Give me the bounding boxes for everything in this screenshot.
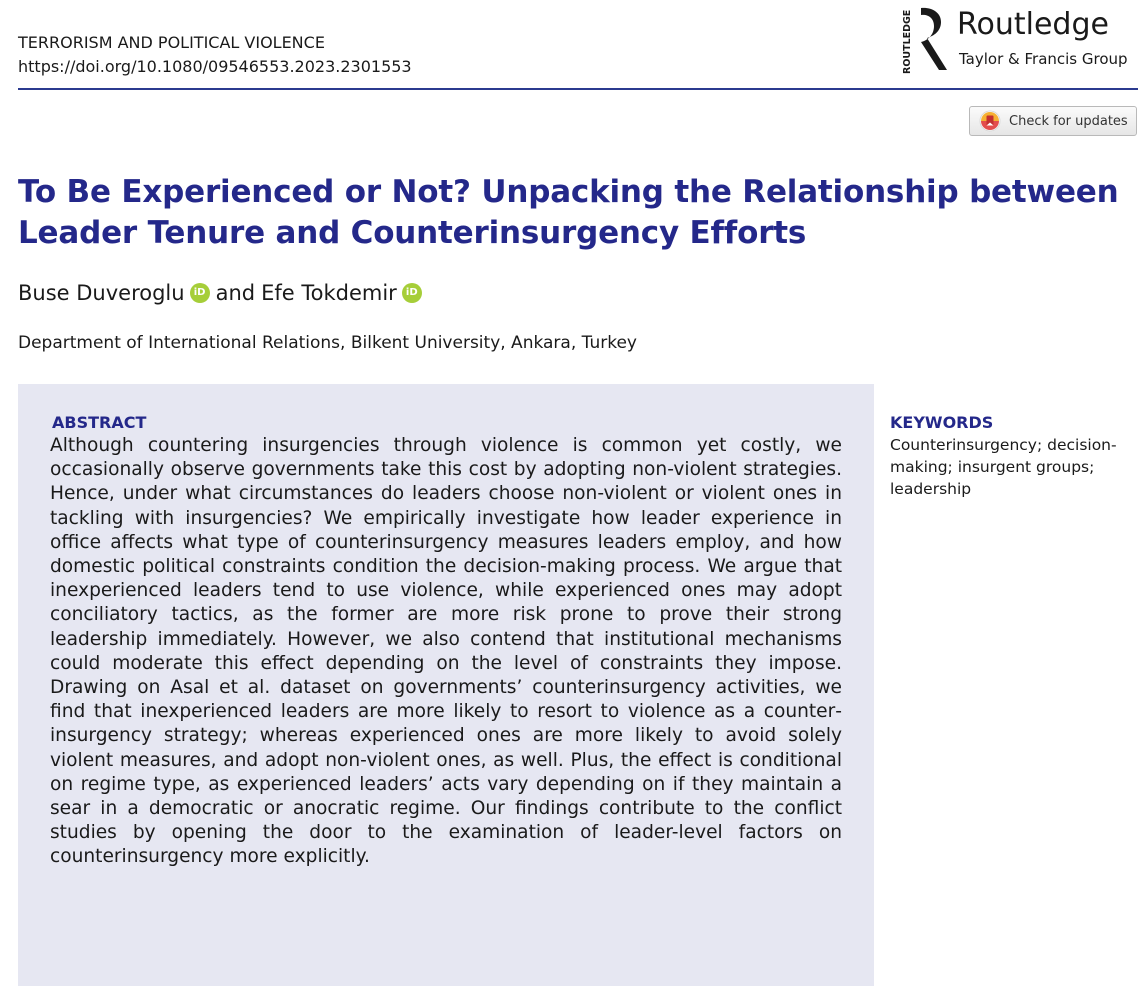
header-divider [18, 88, 1138, 90]
journal-header [18, 31, 412, 79]
routledge-logo-icon [899, 4, 951, 74]
logo-vertical-text: ROUTLEDGE [902, 9, 913, 74]
publisher-name: Routledge [957, 7, 1109, 42]
check-for-updates-button[interactable] [969, 106, 1137, 136]
orcid-icon[interactable]: iD [190, 283, 210, 303]
doi-link[interactable]: https://doi.org/10.1080/09546553.2023.2301553 [18, 57, 412, 76]
author-conjunction: and [215, 281, 256, 305]
author-name[interactable]: Buse Duveroglu [18, 281, 185, 305]
author-name[interactable]: Efe Tokdemir [261, 281, 397, 305]
abstract-text: Although countering insurgencies through violence is common yet costly, we occasionally observe governments take this cost by adopting non-violent strategies. Hence, under what circumstances do leaders choose non-violent or violent ones in tackling with insurgencies? We empirically investigate how leader experience in office affects what type of counterinsurgency measures leaders employ, and how domestic political constraints condition the decision-making process. We argue that inexperienced leaders tend to use violence, while experienced ones may adopt conciliatory tactics, as the former are more risk prone to prove their strong leadership immediately. However, we also contend that institutional mechanisms could moderate this effect depending on the level of constraints they impose. Drawing on Asal et al. dataset on governments’ counterinsurgency activities, we find that inexperienced leaders are more likely to resort to violence as a counterinsurgency strategy; whereas experienced ones are more likely to avoid solely violent measures, and adopt non-violent ones, as well. Plus, the effect is conditional on regime type, as experienced leaders’ acts vary depending on if they maintain a sear in a democratic or anocratic regime. Our findings contribute to the conflict studies by opening the door to the examination of leader-level factors on counterinsurgency more explicitly. [50, 435, 842, 868]
journal-name: TERRORISM AND POLITICAL VIOLENCE [18, 33, 325, 52]
check-for-updates-label: Check for updates [1009, 113, 1128, 129]
publisher-group: Taylor & Francis Group [959, 50, 1128, 68]
abstract-section [18, 384, 874, 986]
crossmark-icon [979, 110, 1001, 132]
keywords-heading: KEYWORDS [890, 413, 994, 432]
routledge-logo [899, 4, 1139, 74]
keywords-list: Counterinsurgency; decision-making; insurgent groups; leadership [890, 436, 1117, 498]
abstract-heading: ABSTRACT [52, 413, 147, 432]
orcid-icon[interactable]: iD [402, 283, 422, 303]
author-list [18, 278, 428, 308]
keywords-section [890, 412, 1140, 500]
author-affiliation: Department of International Relations, Bilkent University, Ankara, Turkey [18, 333, 637, 353]
article-title: To Be Experienced or Not? Unpacking the Relationship between Leader Tenure and Counterinsurgency Efforts [18, 174, 1119, 251]
